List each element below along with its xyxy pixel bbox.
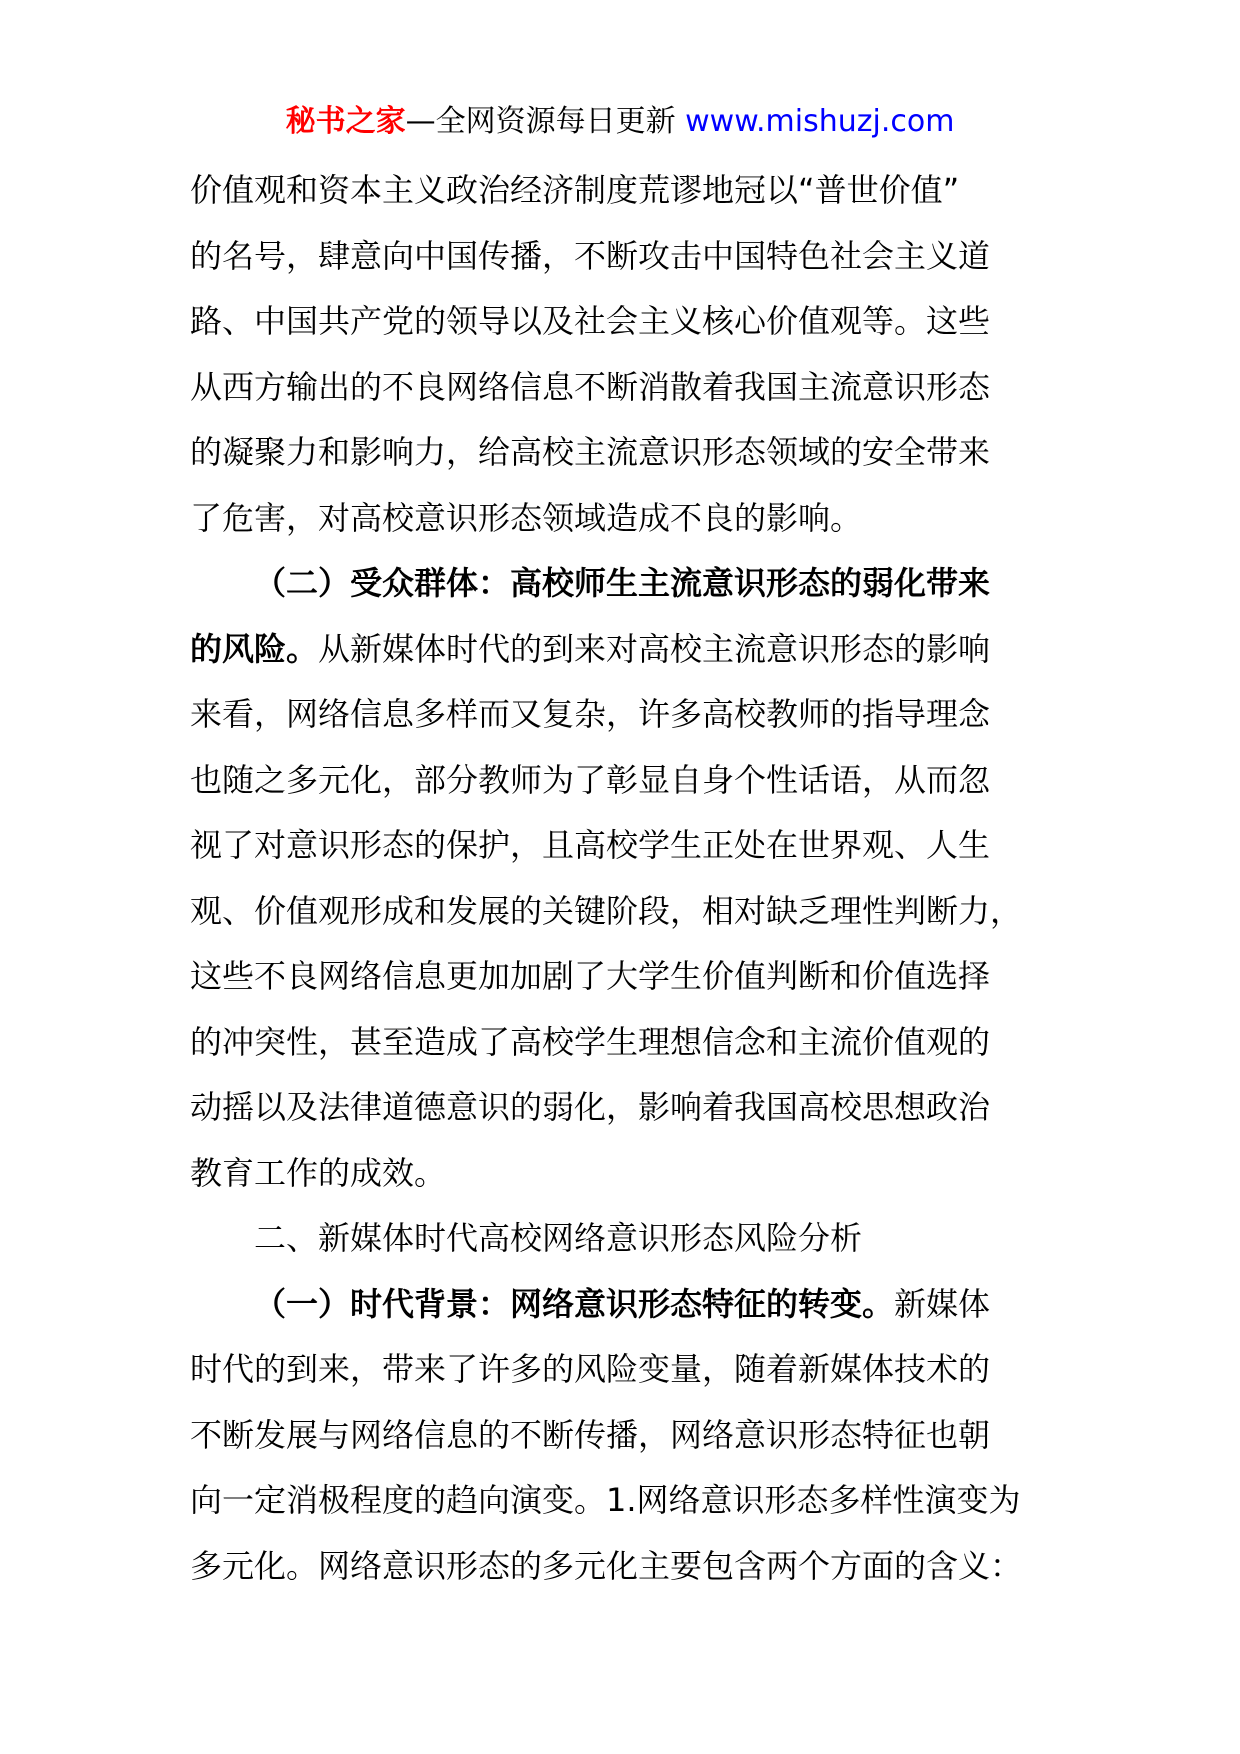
text-line: 从西方输出的不良网络信息不断消散着我国主流意识形态 bbox=[190, 367, 991, 406]
text-line: 的冲突性，甚至造成了高校学生理想信念和主流价值观的 bbox=[190, 1022, 991, 1061]
text-line: 向一定消极程度的趋向演变。1.网络意识形态多样性演变为 bbox=[190, 1481, 1021, 1519]
header-tagline: —全网资源每日更新 bbox=[405, 104, 676, 139]
text-line bbox=[190, 1280, 1050, 1346]
text-line: 价值观和资本主义政治经济制度荒谬地冠以“普世价值” bbox=[190, 171, 960, 209]
text-line: 来看，网络信息多样而又复杂，许多高校教师的指导理念 bbox=[190, 695, 991, 733]
document-body bbox=[190, 166, 1050, 1607]
subsection-heading: （一）时代背景：网络意识形态特征的转变。 bbox=[254, 1284, 895, 1323]
text-line: 路、中国共产党的领导以及社会主义核心价值观等。这些 bbox=[190, 302, 991, 340]
paragraph-2 bbox=[190, 559, 1050, 1214]
text-line: 视了对意识形态的保护，且高校学生正处在世界观、人生 bbox=[190, 826, 991, 864]
website-link[interactable]: www.mishuzj.com bbox=[685, 104, 955, 139]
text-run: 新媒体 bbox=[894, 1284, 991, 1323]
text-line: 教育工作的成效。 bbox=[190, 1153, 447, 1192]
paragraph-3 bbox=[190, 1280, 1050, 1608]
document-header bbox=[0, 102, 1240, 142]
text-line: 时代的到来，带来了许多的风险变量，随着新媒体技术的 bbox=[190, 1350, 991, 1388]
section-title: 二、新媒体时代高校网络意识形态风险分析 bbox=[254, 1219, 863, 1257]
text-line: 的名号，肆意向中国传播，不断攻击中国特色社会主义道 bbox=[190, 236, 991, 275]
text-run: 从新媒体时代的到来对高校主流意识形态的影响 bbox=[318, 629, 991, 668]
text-line: 观、价值观形成和发展的关键阶段，相对缺乏理性判断力， bbox=[190, 891, 1023, 930]
text-line: 多元化。网络意识形态的多元化主要包含两个方面的含义： bbox=[190, 1546, 1023, 1585]
subsection-heading-end: 的风险。 bbox=[190, 629, 319, 668]
text-line: 了危害，对高校意识形态领域造成不良的影响。 bbox=[190, 498, 863, 537]
paragraph-1 bbox=[190, 166, 1050, 559]
text-line: 这些不良网络信息更加加剧了大学生价值判断和价值选择 bbox=[190, 957, 991, 995]
text-line: 动摇以及法律道德意识的弱化，影响着我国高校思想政治 bbox=[190, 1088, 991, 1126]
text-line: 不断发展与网络信息的不断传播，网络意识形态特征也朝 bbox=[190, 1415, 991, 1454]
text-line: 也随之多元化，部分教师为了彰显自身个性话语，从而忽 bbox=[190, 760, 991, 799]
text-line bbox=[190, 625, 1050, 691]
text-line: 的凝聚力和影响力，给高校主流意识形态领域的安全带来 bbox=[190, 433, 991, 471]
subsection-heading: （二）受众群体：高校师生主流意识形态的弱化带来 bbox=[254, 564, 991, 602]
brand-name: 秘书之家 bbox=[285, 104, 406, 139]
